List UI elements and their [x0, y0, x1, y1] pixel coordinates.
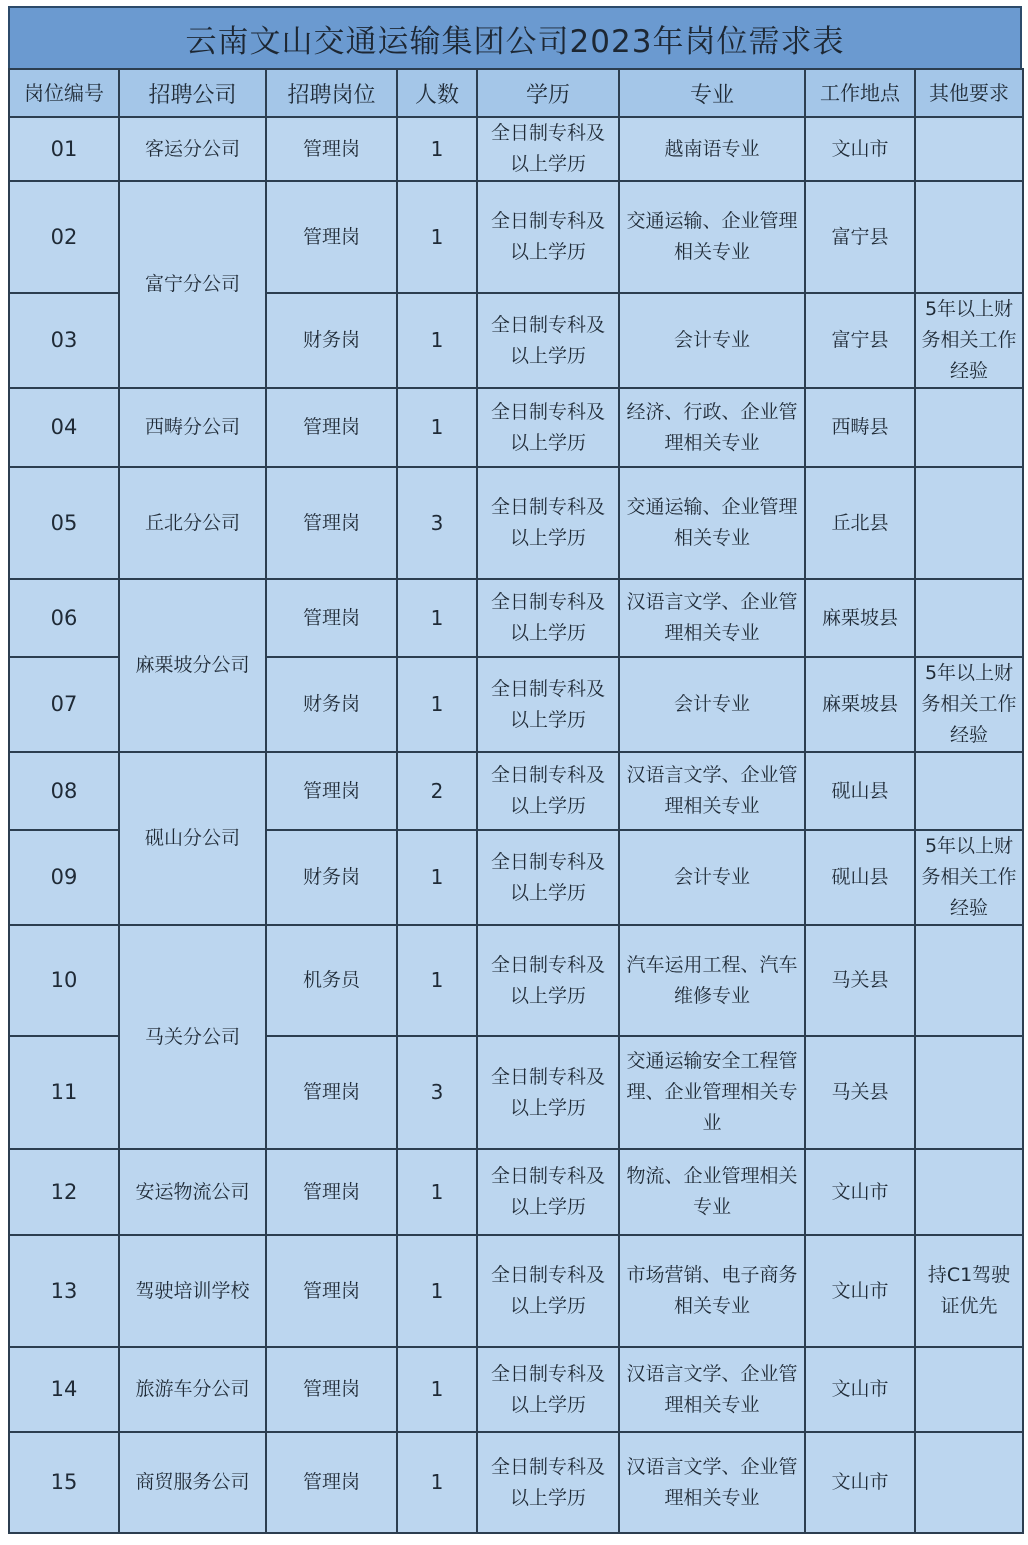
table-title: 云南文山交通运输集团公司2023年岗位需求表 [8, 6, 1022, 68]
cell-location: 麻栗坡县 [805, 579, 915, 657]
cell-company: 商贸服务公司 [119, 1432, 266, 1533]
cell-education: 全日制专科及以上学历 [477, 830, 619, 925]
cell-location: 马关县 [805, 925, 915, 1036]
cell-location: 砚山县 [805, 830, 915, 925]
cell-position: 管理岗 [266, 1432, 397, 1533]
cell-count: 3 [397, 467, 477, 579]
cell-company: 旅游车分公司 [119, 1347, 266, 1432]
table-row [9, 1347, 1023, 1432]
cell-code: 08 [9, 752, 119, 830]
cell-position: 财务岗 [266, 657, 397, 752]
cell-company: 安运物流公司 [119, 1149, 266, 1235]
cell-code: 15 [9, 1432, 119, 1533]
cell-location: 文山市 [805, 117, 915, 181]
cell-company: 客运分公司 [119, 117, 266, 181]
cell-education: 全日制专科及以上学历 [477, 1036, 619, 1149]
cell-count: 1 [397, 830, 477, 925]
cell-other [915, 1432, 1023, 1533]
cell-major: 物流、企业管理相关专业 [619, 1149, 805, 1235]
cell-company: 麻栗坡分公司 [119, 579, 266, 752]
cell-location: 文山市 [805, 1235, 915, 1347]
cell-other [915, 388, 1023, 467]
header-other: 其他要求 [915, 69, 1023, 117]
cell-count: 1 [397, 579, 477, 657]
cell-code: 02 [9, 181, 119, 293]
cell-education: 全日制专科及以上学历 [477, 752, 619, 830]
cell-education: 全日制专科及以上学历 [477, 1149, 619, 1235]
cell-education: 全日制专科及以上学历 [477, 117, 619, 181]
cell-code: 10 [9, 925, 119, 1036]
cell-other [915, 1036, 1023, 1149]
header-education: 学历 [477, 69, 619, 117]
cell-position: 管理岗 [266, 467, 397, 579]
cell-count: 3 [397, 1036, 477, 1149]
cell-major: 会计专业 [619, 657, 805, 752]
table-row [9, 1432, 1023, 1533]
cell-education: 全日制专科及以上学历 [477, 657, 619, 752]
cell-location: 西畴县 [805, 388, 915, 467]
cell-count: 1 [397, 181, 477, 293]
cell-education: 全日制专科及以上学历 [477, 1235, 619, 1347]
cell-education: 全日制专科及以上学历 [477, 467, 619, 579]
cell-major: 交通运输、企业管理相关专业 [619, 181, 805, 293]
cell-major: 汉语言文学、企业管理相关专业 [619, 1432, 805, 1533]
job-table-sheet [8, 6, 1022, 1532]
cell-company: 丘北分公司 [119, 467, 266, 579]
cell-count: 1 [397, 1347, 477, 1432]
cell-count: 1 [397, 657, 477, 752]
cell-count: 1 [397, 293, 477, 388]
cell-code: 04 [9, 388, 119, 467]
header-count: 人数 [397, 69, 477, 117]
cell-other [915, 752, 1023, 830]
cell-education: 全日制专科及以上学历 [477, 1347, 619, 1432]
cell-education: 全日制专科及以上学历 [477, 1432, 619, 1533]
cell-other: 5年以上财务相关工作经验 [915, 293, 1023, 388]
header-major: 专业 [619, 69, 805, 117]
cell-count: 1 [397, 1235, 477, 1347]
table-row [9, 117, 1023, 181]
table-row [9, 467, 1023, 579]
cell-education: 全日制专科及以上学历 [477, 388, 619, 467]
cell-other [915, 925, 1023, 1036]
cell-count: 1 [397, 1149, 477, 1235]
cell-count: 1 [397, 117, 477, 181]
cell-code: 05 [9, 467, 119, 579]
cell-other [915, 467, 1023, 579]
cell-code: 03 [9, 293, 119, 388]
cell-major: 越南语专业 [619, 117, 805, 181]
table-row [9, 181, 1023, 293]
cell-position: 财务岗 [266, 830, 397, 925]
header-location: 工作地点 [805, 69, 915, 117]
cell-major: 交通运输安全工程管理、企业管理相关专业 [619, 1036, 805, 1149]
cell-company: 西畴分公司 [119, 388, 266, 467]
cell-major: 交通运输、企业管理相关专业 [619, 467, 805, 579]
cell-location: 麻栗坡县 [805, 657, 915, 752]
cell-location: 马关县 [805, 1036, 915, 1149]
cell-major: 汉语言文学、企业管理相关专业 [619, 1347, 805, 1432]
cell-company: 马关分公司 [119, 925, 266, 1149]
cell-education: 全日制专科及以上学历 [477, 925, 619, 1036]
cell-other [915, 579, 1023, 657]
cell-position: 管理岗 [266, 1149, 397, 1235]
cell-other: 5年以上财务相关工作经验 [915, 657, 1023, 752]
cell-other [915, 1149, 1023, 1235]
cell-other: 5年以上财务相关工作经验 [915, 830, 1023, 925]
cell-location: 文山市 [805, 1149, 915, 1235]
cell-position: 管理岗 [266, 1036, 397, 1149]
table-row [9, 1235, 1023, 1347]
cell-major: 会计专业 [619, 293, 805, 388]
cell-major: 经济、行政、企业管理相关专业 [619, 388, 805, 467]
cell-location: 文山市 [805, 1432, 915, 1533]
cell-other [915, 1347, 1023, 1432]
cell-position: 管理岗 [266, 1235, 397, 1347]
cell-major: 汽车运用工程、汽车维修专业 [619, 925, 805, 1036]
cell-code: 01 [9, 117, 119, 181]
cell-company: 砚山分公司 [119, 752, 266, 925]
cell-other [915, 117, 1023, 181]
cell-position: 财务岗 [266, 293, 397, 388]
cell-major: 汉语言文学、企业管理相关专业 [619, 579, 805, 657]
cell-code: 09 [9, 830, 119, 925]
cell-location: 富宁县 [805, 293, 915, 388]
cell-education: 全日制专科及以上学历 [477, 579, 619, 657]
cell-company: 驾驶培训学校 [119, 1235, 266, 1347]
cell-code: 14 [9, 1347, 119, 1432]
cell-position: 管理岗 [266, 117, 397, 181]
job-requirements-table [8, 68, 1024, 1534]
cell-location: 文山市 [805, 1347, 915, 1432]
cell-code: 12 [9, 1149, 119, 1235]
cell-major: 汉语言文学、企业管理相关专业 [619, 752, 805, 830]
cell-count: 1 [397, 388, 477, 467]
cell-code: 07 [9, 657, 119, 752]
cell-code: 06 [9, 579, 119, 657]
cell-position: 机务员 [266, 925, 397, 1036]
header-row [9, 69, 1023, 117]
cell-position: 管理岗 [266, 181, 397, 293]
table-row [9, 925, 1023, 1036]
cell-position: 管理岗 [266, 388, 397, 467]
cell-count: 1 [397, 1432, 477, 1533]
cell-position: 管理岗 [266, 1347, 397, 1432]
cell-code: 11 [9, 1036, 119, 1149]
cell-location: 丘北县 [805, 467, 915, 579]
cell-location: 砚山县 [805, 752, 915, 830]
cell-education: 全日制专科及以上学历 [477, 181, 619, 293]
cell-position: 管理岗 [266, 579, 397, 657]
header-code: 岗位编号 [9, 69, 119, 117]
cell-other: 持C1驾驶证优先 [915, 1235, 1023, 1347]
cell-count: 2 [397, 752, 477, 830]
cell-location: 富宁县 [805, 181, 915, 293]
cell-company: 富宁分公司 [119, 181, 266, 388]
table-row [9, 1149, 1023, 1235]
table-row [9, 752, 1023, 830]
cell-count: 1 [397, 925, 477, 1036]
table-row [9, 388, 1023, 467]
header-company: 招聘公司 [119, 69, 266, 117]
cell-other [915, 181, 1023, 293]
table-row [9, 579, 1023, 657]
cell-position: 管理岗 [266, 752, 397, 830]
header-position: 招聘岗位 [266, 69, 397, 117]
cell-major: 市场营销、电子商务相关专业 [619, 1235, 805, 1347]
cell-education: 全日制专科及以上学历 [477, 293, 619, 388]
cell-major: 会计专业 [619, 830, 805, 925]
cell-code: 13 [9, 1235, 119, 1347]
